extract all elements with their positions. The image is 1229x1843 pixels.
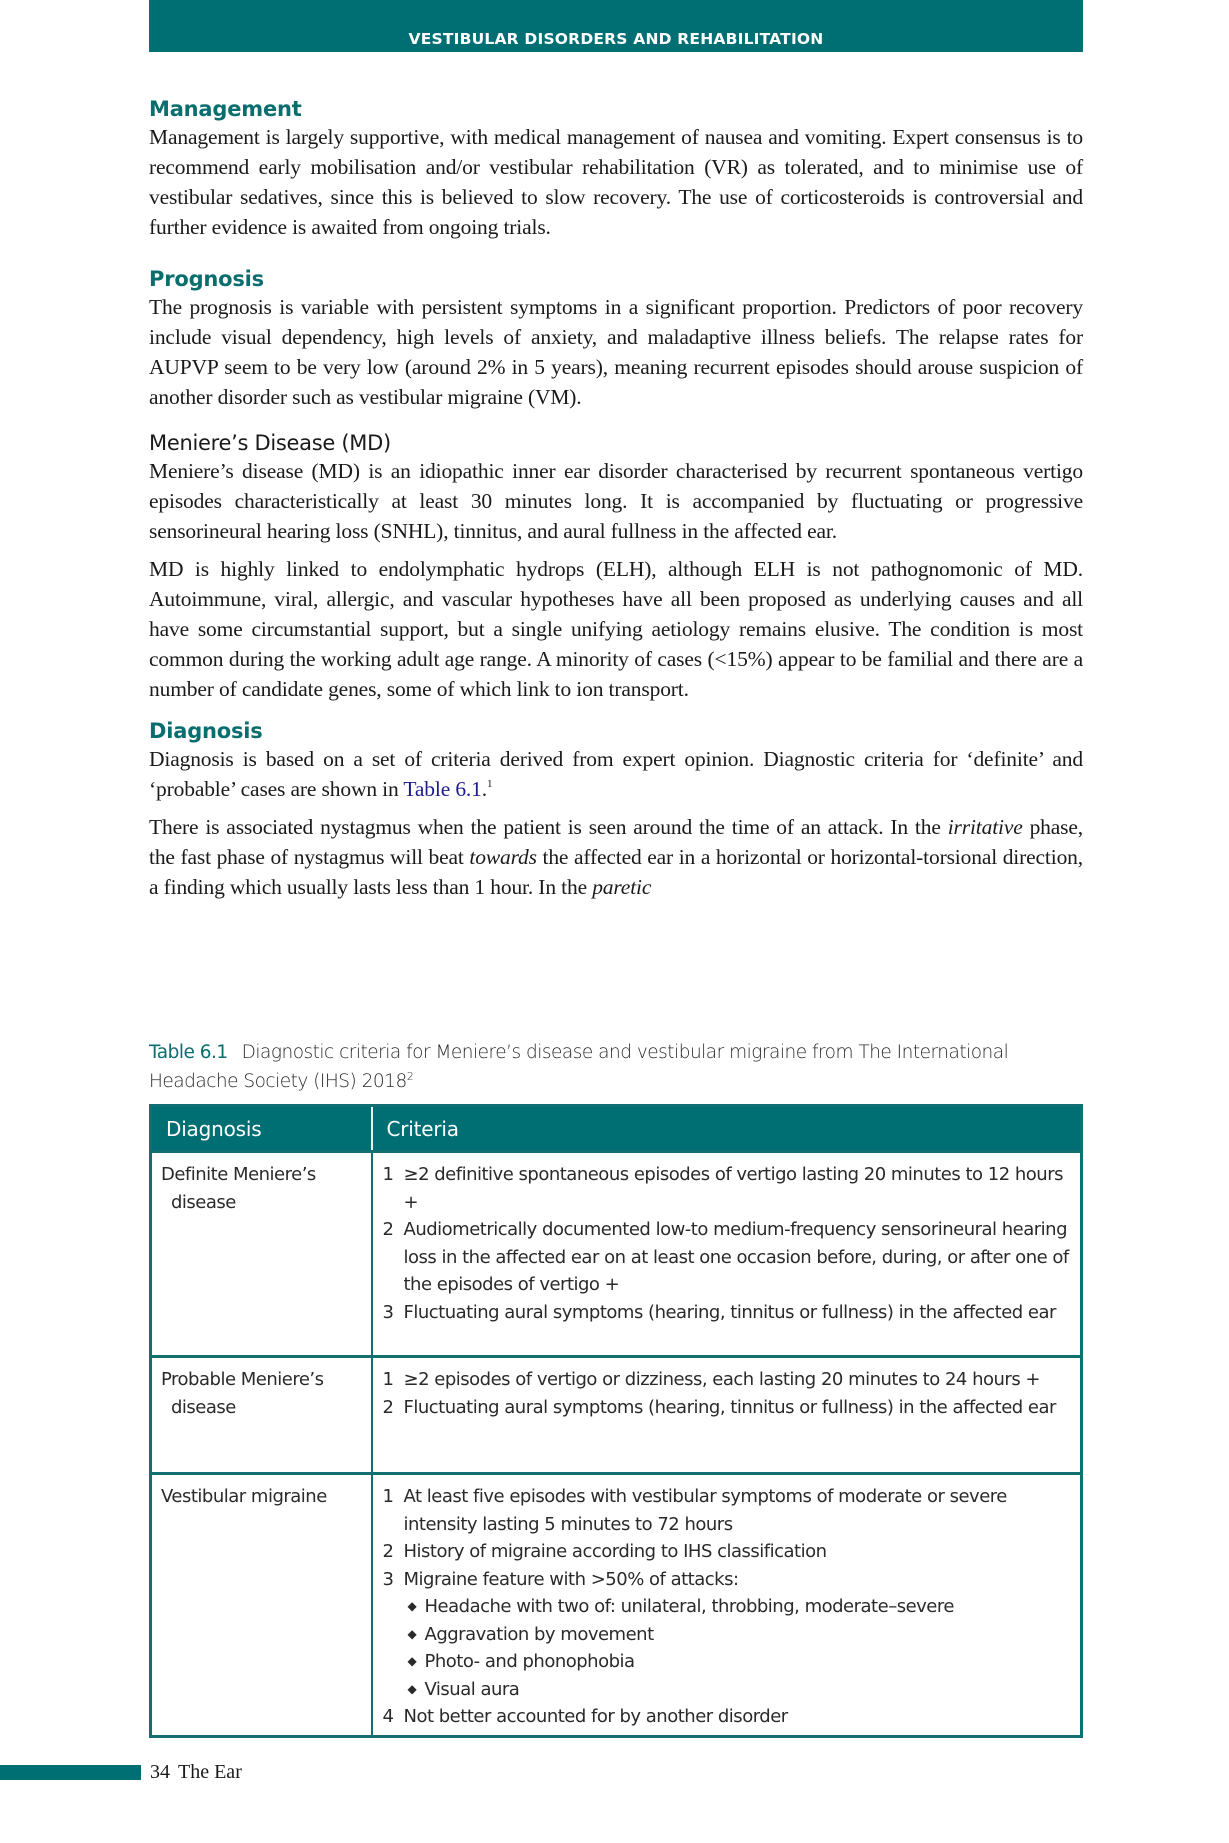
management-paragraph: Management is largely supportive, with medical management of nausea and vomiting. Expert consensus is to recommend early mobilisation and/or vestibular rehabilitation (VR) as tolerated, and to minimise use of vestibular sedatives, since this is believed to slow recovery. The use of corticosteroids is controversial and further evidence is awaited from ongoing trials. [149, 125, 1083, 239]
diagnosis-p2-text-3: the affected ear in a horizontal or horizontal-torsional direction, a finding which usually lasts less than 1 hour. In the [149, 845, 1083, 899]
subitem-text: Visual aura [424, 1678, 520, 1700]
subitem-text: Photo- and phonophobia [424, 1651, 635, 1672]
criterion-text: Migraine feature with >50% of attacks: [403, 1568, 739, 1590]
prognosis-heading: Prognosis [149, 267, 264, 291]
table-row [151, 1357, 1082, 1474]
criterion [383, 1483, 1071, 1538]
table-caption-text: Diagnostic criteria for Meniere’s disease and vestibular migraine from The International Headache Society (IHS) 2018 [149, 1042, 1009, 1092]
criterion-text: At least five episodes with vestibular symptoms of moderate or severe intensity lasting 5 minutes to 72 hours [403, 1486, 1007, 1535]
criterion-subitem [383, 1621, 1071, 1649]
criterion-text: Not better accounted for by another disorder [403, 1706, 788, 1727]
criterion-text: Fluctuating aural symptoms (hearing, tinnitus or fullness) in the affected ear [403, 1396, 1056, 1418]
criterion-number: 4 [382, 1706, 394, 1727]
criterion [383, 1161, 1071, 1216]
criteria-cell [372, 1152, 1082, 1357]
menieres-paragraph-2: MD is highly linked to endolymphatic hydrops (ELH), although ELH is not pathognomonic of MD. Autoimmune, viral, allergic, and vascular hypotheses have all been proposed as underlying causes and all have some circumstantial support, but a single unifying aetiology remains elusive. The condition is most common during the working adult age range. A minority of cases (<15%) appear to be familial and there are a number of candidate genes, some of which link to ion transport. [149, 557, 1083, 701]
criterion-text: ≥2 definitive spontaneous episodes of vertigo lasting 20 minutes to 12 hours + [403, 1164, 1063, 1213]
criterion [383, 1366, 1071, 1394]
reference-1[interactable]: 1 [486, 778, 493, 790]
table-6-1-link[interactable]: Table 6.1 [403, 777, 482, 801]
table-row [151, 1152, 1082, 1357]
table-label: Table 6.1 [149, 1042, 228, 1063]
management-heading: Management [149, 97, 302, 121]
criterion [383, 1299, 1071, 1327]
diagnosis-p2-italic-irritative: irritative [947, 815, 1023, 839]
column-header-diagnosis: Diagnosis [151, 1106, 372, 1152]
criterion-number: 2 [382, 1396, 394, 1418]
criterion-text: Audiometrically documented low-to medium-frequency sensorineural hearing loss in the affected ear on at least one occasion before, during, or after one of the episodes of vertigo + [403, 1219, 1069, 1295]
diagnosis-paragraph-2 [149, 812, 1083, 902]
subitem-text: Headache with two of: unilateral, throbbing, moderate–severe [424, 1596, 954, 1617]
page-footer [150, 1759, 242, 1785]
diamond-bullet-icon: ◆ [407, 1654, 417, 1668]
criteria-table [149, 1104, 1083, 1738]
diagnosis-cell [151, 1357, 372, 1474]
criterion-number: 3 [382, 1301, 394, 1323]
subitem-text: Aggravation by movement [424, 1623, 654, 1645]
diagnosis-p2-italic-towards: towards [469, 845, 537, 869]
criteria-cell [372, 1357, 1082, 1474]
running-head [149, 0, 1083, 52]
menieres-paragraph-1: Meniere’s disease (MD) is an idiopathic inner ear disorder characterised by recurrent spontaneous vertigo episodes characteristically at least 30 minutes long. It is accompanied by fluctuating or progressive sensorineural hearing loss (SNHL), tinnitus, and aural fullness in the affected ear. [149, 459, 1083, 543]
diamond-bullet-icon: ◆ [407, 1599, 417, 1613]
menieres-heading: Meniere’s Disease (MD) [149, 431, 391, 455]
criterion-number: 1 [382, 1486, 394, 1507]
diagnosis-cell [151, 1152, 372, 1357]
table-row [151, 1474, 1082, 1737]
criterion [383, 1703, 1071, 1731]
criterion [383, 1566, 1071, 1594]
criterion-text: History of migraine according to IHS classification [403, 1541, 827, 1562]
criterion-text: Fluctuating aural symptoms (hearing, tinnitus or fullness) in the affected ear [403, 1301, 1056, 1323]
table-caption [149, 1038, 1083, 1096]
diagnosis-name-cont: disease [171, 1191, 236, 1213]
table-header-row [151, 1106, 1082, 1152]
criterion-number: 2 [382, 1541, 394, 1562]
diagnosis-p2-italic-paretic: paretic [592, 875, 652, 899]
book-title: The Ear [178, 1761, 242, 1783]
diagnosis-p2-text-2: phase, the fast phase of nystagmus will beat [149, 815, 1083, 869]
diagnosis-heading: Diagnosis [149, 719, 263, 743]
page-body [149, 96, 1083, 902]
prognosis-paragraph: The prognosis is variable with persistent symptoms in a significant proportion. Predictors of poor recovery include visual dependency, high levels of anxiety, and maladaptive illness beliefs. The relapse rates for AUPVP seem to be very low (around 2% in 5 years), meaning recurrent episodes should arouse suspicion of another disorder such as vestibular migraine (VM). [149, 295, 1083, 409]
diagnosis-paragraph-1 [149, 744, 1083, 804]
diamond-bullet-icon: ◆ [407, 1626, 417, 1641]
criterion-number: 2 [382, 1219, 394, 1240]
diagnosis-name: Probable Meniere’s [161, 1369, 324, 1390]
diagnosis-name: Definite Meniere’s [161, 1164, 316, 1185]
criteria-cell [372, 1474, 1082, 1737]
criterion-text: ≥2 episodes of vertigo or dizziness, each lasting 20 minutes to 24 hours + [403, 1369, 1040, 1390]
reference-2[interactable]: 2 [406, 1070, 414, 1083]
criterion-subitem [383, 1593, 1071, 1621]
criterion-number: 3 [382, 1568, 394, 1590]
criterion-subitem [383, 1648, 1071, 1676]
criterion [383, 1394, 1071, 1422]
diagnosis-p1-period: . [481, 777, 487, 801]
page-number: 34 [150, 1761, 170, 1783]
column-header-criteria: Criteria [372, 1106, 1082, 1152]
criterion [383, 1216, 1071, 1299]
diagnosis-cell [151, 1474, 372, 1737]
diamond-bullet-icon: ◆ [407, 1681, 417, 1696]
criterion-number: 1 [382, 1164, 394, 1185]
criterion-number: 1 [382, 1369, 394, 1390]
diagnosis-name-cont: disease [171, 1396, 236, 1418]
diagnosis-p1-text: Diagnosis is based on a set of criteria derived from expert opinion. Diagnostic criteria for ‘definite’ and ‘probable’ cases are shown in [149, 747, 1083, 801]
criterion-subitem [383, 1676, 1071, 1704]
running-head-title: VESTIBULAR DISORDERS AND REHABILITATION [408, 30, 824, 48]
diagnosis-p2-text-1: There is associated nystagmus when the patient is seen around the time of an attack. In the [149, 815, 948, 839]
criterion [383, 1538, 1071, 1566]
diagnosis-name: Vestibular migraine [161, 1486, 327, 1507]
footer-accent-bar [0, 1765, 141, 1780]
